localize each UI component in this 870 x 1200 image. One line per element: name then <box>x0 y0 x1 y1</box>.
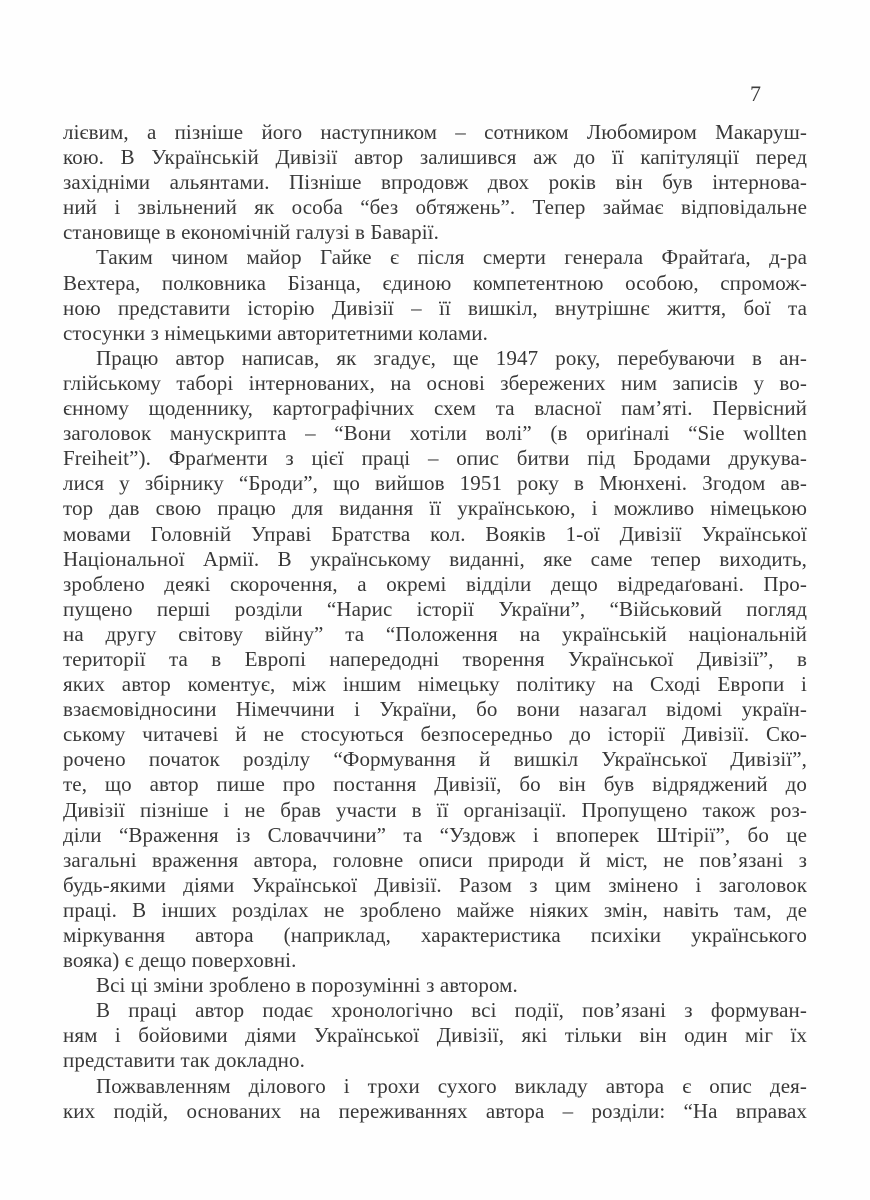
text-line: ням і бойовими діями Української Дивізії, які тільки він один міг їх <box>63 1023 807 1048</box>
text-line: рочено початок розділу “Формування й вишкіл Української Дивізії”, <box>63 747 807 772</box>
text-line: ний і звільнений як особа “без обтяжень”. Тепер займає відповідальне <box>63 195 807 220</box>
text-line: пущено перші розділи “Нарис історії України”, “Військовий погляд <box>63 596 807 621</box>
text-line: західніми альянтами. Пізніше впродовж двох років він був інтернова- <box>63 170 807 195</box>
text-line: єнному щоденнику, картографічних схем та власної пам’яті. Первісний <box>63 396 807 421</box>
text-line: стосунки з німецькими авторитетними колами. <box>63 320 488 345</box>
text-line: лієвим, а пізніше його наступником – сотником Любомиром Макаруш- <box>63 120 807 144</box>
text-line: становище в економічній галузі в Баварії. <box>63 220 439 245</box>
text-line: мовами Головній Управі Братства кол. Вояків 1-ої Дивізії Української <box>63 521 807 546</box>
text-line: Пожвавленням ділового і трохи сухого викладу автора є опис дея- <box>96 1073 807 1098</box>
text-line: Вехтера, полковника Бізанца, єдиною компетентною особою, спромож- <box>63 270 807 295</box>
text-line: кою. В Українській Дивізії автор залишився аж до її капітуляції перед <box>63 145 807 170</box>
body-text <box>63 120 807 1124</box>
text-line: зроблено деякі скорочення, а окремі відділи дещо відредаґовані. Про- <box>63 571 807 596</box>
text-line: В праці автор подає хронологічно всі події, пов’язані з формуван- <box>96 998 807 1023</box>
text-line: заголовок манускрипта – “Вони хотіли волі” (в ориґіналі “Sie wollten <box>63 421 807 446</box>
text-line: міркування автора (наприклад, характеристика психіки українського <box>63 923 807 947</box>
text-line: ною представити історію Дивізії – її вишкіл, внутрішнє життя, бої та <box>63 295 807 320</box>
text-line: будь-якими діями Української Дивізії. Разом з цим змінено і заголовок <box>63 872 807 897</box>
text-line: Всі ці зміни зроблено в порозумінні з автором. <box>96 973 518 998</box>
text-line: території та в Европі напередодні творення Української Дивізії”, в <box>63 646 807 671</box>
text-line: ському читачеві й не стосуються безпосередньо до історії Дивізії. Ско- <box>63 722 807 747</box>
text-line: представити так докладно. <box>63 1048 305 1073</box>
text-line: Freiheit”). Фраґменти з цієї праці – опис битви під Бродами друкува- <box>63 446 807 471</box>
text-line: вояка) є дещо поверховні. <box>63 948 297 973</box>
text-line: Працю автор написав, як згадує, ще 1947 року, перебуваючи в ан- <box>96 345 807 370</box>
text-line: ких подій, основаних на переживаннях автора – розділи: “На вправах <box>63 1098 807 1123</box>
text-line: Дивізії пізніше і не брав участи в її організації. Пропущено також роз- <box>63 797 807 822</box>
text-line: лися у збірнику “Броди”, що вийшов 1951 року в Мюнхені. Згодом ав- <box>63 471 807 496</box>
text-line: яких автор коментує, між іншим німецьку політику на Сході Европи і <box>63 672 807 697</box>
page-number: 7 <box>750 81 761 106</box>
text-line: те, що автор пише про постання Дивізії, бо він був відряджений до <box>63 772 807 797</box>
text-line: Таким чином майор Гайке є після смерти генерала Фрайтаґа, д-ра <box>96 245 807 270</box>
text-line: праці. В інших розділах не зроблено майже ніяких змін, навіть там, де <box>63 897 807 922</box>
text-line: загальні враження автора, головне описи природи й міст, не пов’язані з <box>63 847 807 872</box>
text-line: глійському таборі інтернованих, на основі збережених ним записів у во- <box>63 370 807 395</box>
text-line: Національної Армії. В українському виданні, яке саме тепер виходить, <box>63 546 807 571</box>
text-line: взаємовідносини Німеччини і України, бо вони назагал відомі україн- <box>63 697 807 722</box>
text-line: діли “Враження із Словаччини” та “Уздовж і впоперек Штірії”, бо це <box>63 822 807 847</box>
text-line: тор дав свою працю для видання її українською, і можливо німецькою <box>63 496 807 521</box>
text-line: на другу світову війну” та “Положення на українській національній <box>63 621 807 646</box>
